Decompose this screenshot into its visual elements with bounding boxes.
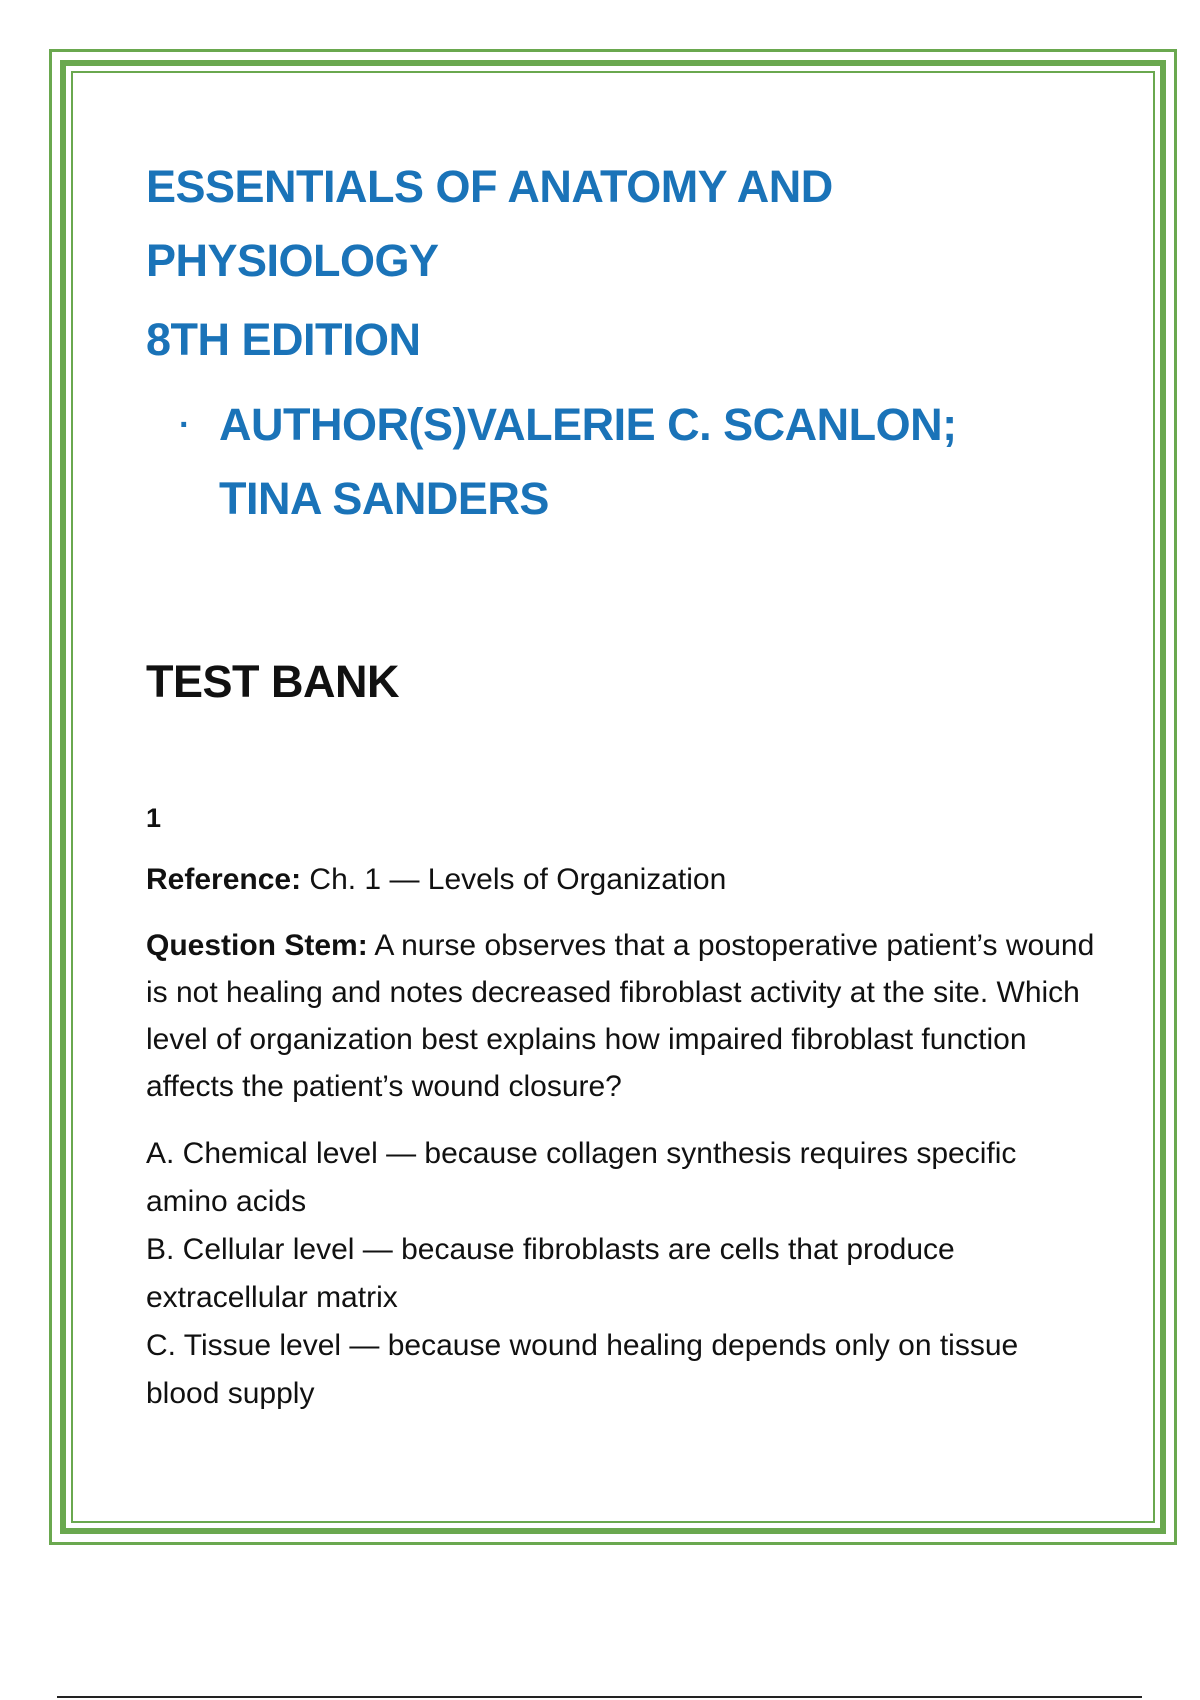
authors-line-1: AUTHOR(S)VALERIE C. SCANLON;: [219, 399, 957, 450]
question-reference: [146, 860, 1096, 900]
answer-options: [146, 1130, 1096, 1418]
book-title: [146, 150, 1096, 298]
stem-text: A nurse observes that a postoperative patient’s wound is not healing and notes decreased fibroblast activity at the site. Which level of organization best explains how impaired fibroblast function affects the patient’s wound closure?: [146, 929, 1095, 1103]
stem-label: Question Stem:: [146, 929, 368, 962]
question-stem: [146, 922, 1096, 1110]
footer-rule: [57, 1696, 1142, 1698]
answer-option-b: B. Cellular level — because fibroblasts are cells that produce extracellular matrix: [146, 1233, 955, 1314]
section-title: TEST BANK: [146, 656, 399, 707]
authors-list: [179, 388, 1096, 536]
authors-item: [179, 388, 1096, 536]
book-title-line-2: PHYSIOLOGY: [146, 235, 439, 286]
bullet-icon: ·: [179, 406, 190, 444]
book-title-line-1: ESSENTIALS OF ANATOMY AND: [146, 161, 833, 212]
answer-option-c: C. Tissue level — because wound healing depends only on tissue blood supply: [146, 1329, 1019, 1410]
question-number: 1: [146, 803, 162, 833]
reference-text: Ch. 1 — Levels of Organization: [301, 863, 727, 896]
edition: 8TH EDITION: [146, 314, 421, 365]
answer-option-a: A. Chemical level — because collagen synthesis requires specific amino acids: [146, 1137, 1017, 1218]
authors-line-2: TINA SANDERS: [219, 473, 549, 524]
reference-label: Reference:: [146, 863, 302, 896]
document-content: [146, 150, 1096, 1418]
